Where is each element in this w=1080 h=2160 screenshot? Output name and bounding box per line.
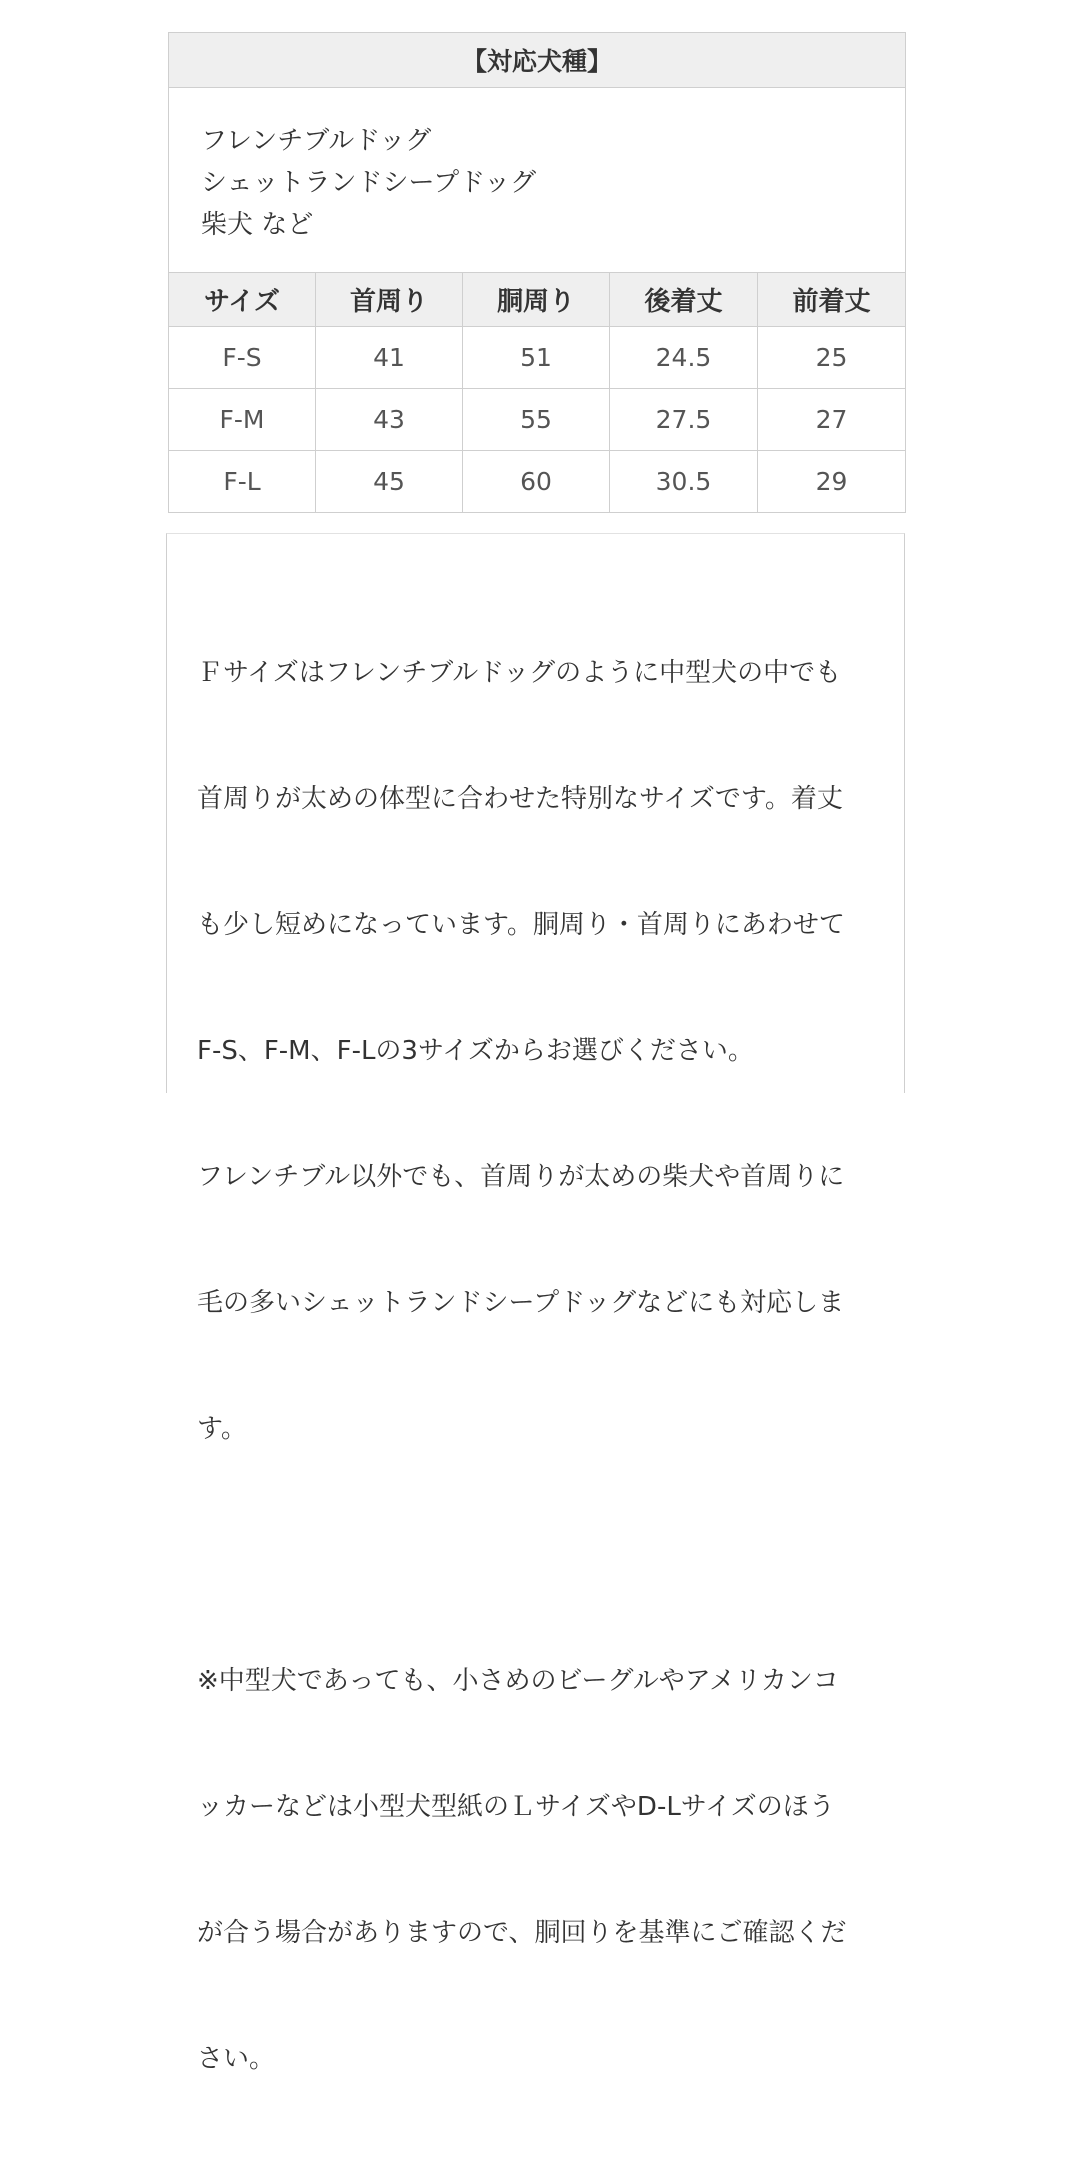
cell-back-length: 24.5 [610, 327, 758, 389]
table-title-row [169, 33, 906, 88]
cell-chest: 60 [463, 451, 610, 513]
table-title: 【対応犬種】 [169, 33, 906, 88]
cell-front-length: 29 [758, 451, 906, 513]
column-header-size: サイズ [169, 273, 316, 327]
note-line: さい。 [197, 2044, 276, 2074]
note-line: も少し短めになっています。胴周り・首周りにあわせて [197, 910, 845, 940]
breeds-list [169, 88, 905, 246]
cell-front-length: 25 [758, 327, 906, 389]
column-header-chest: 胴周り [463, 273, 610, 327]
size-notes-text [197, 568, 897, 2160]
note-line: す。 [197, 1414, 247, 1444]
note-line: が合う場合がありますので、胴回りを基準にご確認くだ [197, 1918, 847, 1948]
breeds-cell [169, 88, 906, 273]
cell-chest: 55 [463, 389, 610, 451]
cell-neck: 45 [316, 451, 463, 513]
breeds-row [169, 88, 906, 273]
note-line: 毛の多いシェットランドシープドッグなどにも対応しま [197, 1288, 845, 1318]
cell-neck: 41 [316, 327, 463, 389]
cell-size: F-S [169, 327, 316, 389]
column-header-back-length: 後着丈 [610, 273, 758, 327]
cell-neck: 43 [316, 389, 463, 451]
note-line: 首周りが太めの体型に合わせた特別なサイズです。着丈 [197, 784, 843, 814]
breed-item: フレンチブルドッグ [201, 126, 432, 156]
table-row [169, 327, 906, 389]
cell-size: F-M [169, 389, 316, 451]
note-line: F-S、F-M、F-Lの3サイズからお選びください。 [197, 1036, 754, 1066]
size-notes-box [166, 533, 905, 2074]
column-header-neck: 首周り [316, 273, 463, 327]
column-header-front-length: 前着丈 [758, 273, 906, 327]
header-row [169, 273, 906, 327]
note-line [197, 1534, 897, 1576]
cell-chest: 51 [463, 327, 610, 389]
breed-item: シェットランドシープドッグ [201, 168, 537, 198]
cell-front-length: 27 [758, 389, 906, 451]
note-line: ッカーなどは小型犬型紙のＬサイズやD-Lサイズのほう [197, 1792, 835, 1822]
breed-item: 柴犬 など [201, 210, 314, 240]
note-line: ※中型犬であっても、小さめのビーグルやアメリカンコ [197, 1666, 839, 1696]
cell-back-length: 30.5 [610, 451, 758, 513]
size-table [168, 32, 906, 513]
table-row [169, 389, 906, 451]
note-line: フレンチブル以外でも、首周りが太めの柴犬や首周りに [197, 1162, 845, 1192]
cell-size: F-L [169, 451, 316, 513]
cell-back-length: 27.5 [610, 389, 758, 451]
table-row [169, 451, 906, 513]
note-line: Ｆサイズはフレンチブルドッグのように中型犬の中でも [197, 658, 842, 688]
